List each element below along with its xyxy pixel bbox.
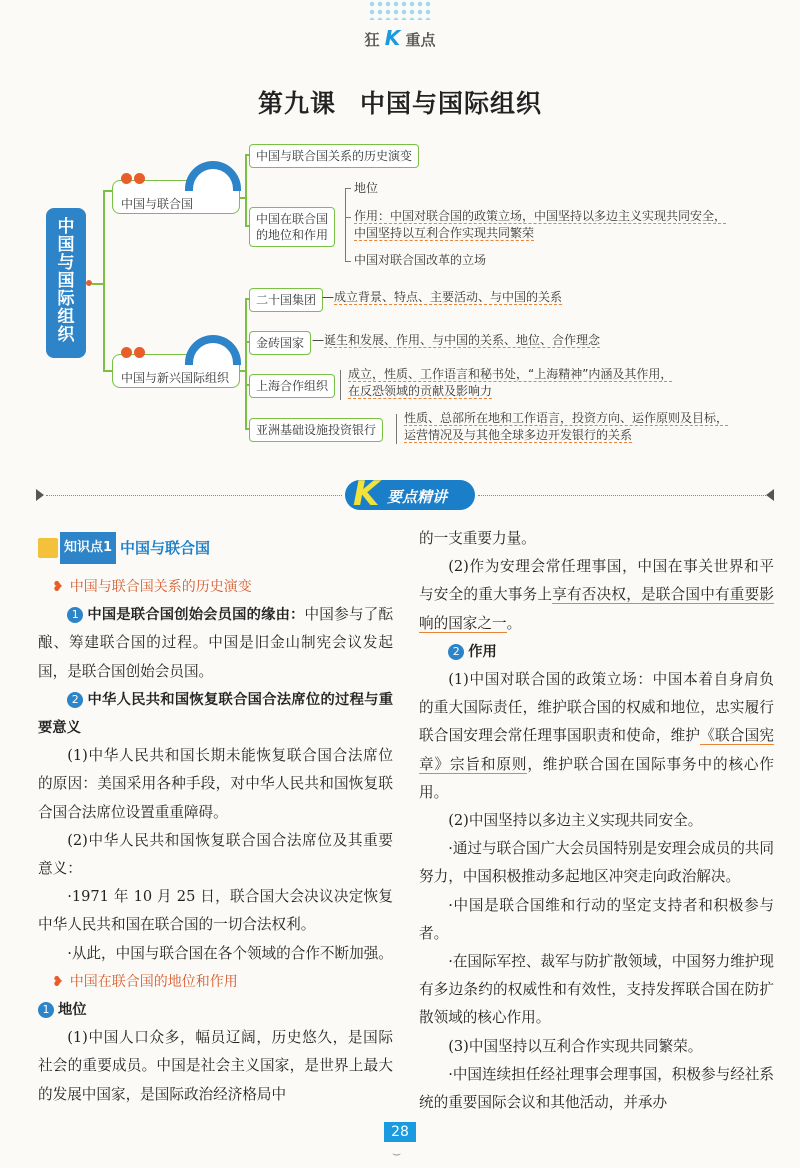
sub-heading: ❥ 中国在联合国的地位和作用 [38, 968, 393, 996]
mindmap-root: 中 国 与 国 际 组 织 [46, 208, 86, 358]
paragraph: ·在国际军控、裁军与防扩散领域，中国努力维护现有多边条约的权威性和有效性，支持发挥联合国在防扩散领域的核心作用。 [419, 953, 774, 1027]
node-brics: 金砖国家 [249, 331, 311, 355]
gauge-icon [185, 335, 241, 365]
badge-icon [121, 347, 147, 359]
paragraph: 1 地位 [38, 996, 393, 1024]
arrow-left-icon [36, 489, 44, 501]
leaf-aiib: 性质、总部所在地和工作语言，投资方向、运作原则及目标， 运营情况及与其他全球多边开发银行的关系 [404, 411, 729, 442]
badge-icon [121, 173, 147, 185]
paragraph: 2 作用 [419, 638, 774, 666]
connector-line [103, 370, 112, 372]
paragraph: (1)中国人口众多，幅员辽阔，历史悠久，是国际社会的重要成员。中国是社会主义国家，是世界上最大的发展中国家，是国际政治经济格局中 [38, 1029, 393, 1103]
paragraph: ·1971 年 10 月 25 日，联合国大会决议决定恢复中华人民共和国在联合国的一切合法权利。 [38, 888, 393, 934]
node-g20: 二十国集团 [249, 288, 323, 312]
paragraph: (1)中国对联合国的政策立场：中国本着自身肩负的重大国际责任，维护联合国的权威和地位，忠实履行联合国安理会常任理事国职责和使命，维护《联合国宪章》宗旨和原则，维护联合国在国际事务中的核心作用。 [419, 671, 774, 801]
leaf-status: 地位 [354, 181, 379, 195]
leaf-sco: 成立，性质、工作语言和秘书处，“上海精神”内涵及其作用， 在反恐领域的贡献及影响力 [348, 367, 673, 398]
connector-line [103, 190, 112, 192]
page-title: 第九课 中国与国际组织 [257, 89, 543, 118]
gauge-icon [185, 161, 241, 191]
connector-line [103, 190, 105, 370]
divider [46, 495, 342, 496]
leaf-brics: —诞生和发展、作用、与中国的关系、地位、合作理念 [312, 333, 601, 347]
knowledge-point-heading: 知识点1 中国与联合国 [38, 535, 393, 561]
paragraph: (2)中国坚持以多边主义实现共同安全。 [448, 812, 703, 830]
left-column [38, 525, 393, 1109]
node-sco: 上海合作组织 [249, 374, 335, 398]
bird-icon: ⌣ [392, 1146, 402, 1162]
brand-text: 狂 K 重点 [364, 26, 436, 50]
connector-line [245, 298, 247, 428]
paragraph: (2)作为安理会常任理事国，中国在事关世界和平与安全的重大事务上享有否决权，是联合国中有重要影响的国家之一。 [419, 558, 774, 632]
right-column [419, 525, 774, 1117]
page-number: 28 [384, 1122, 416, 1142]
node-aiib: 亚洲基础设施投资银行 [249, 418, 383, 442]
book-icon [38, 538, 58, 558]
leaf-role: 作用：中国对联合国的政策立场，中国坚持以多边主义实现共同安全， 中国坚持以互利合作实现共同繁荣 [354, 209, 727, 240]
brand-logo [350, 0, 450, 52]
paragraph: ·从此，中国与联合国在各个领域的合作不断加强。 [67, 944, 393, 962]
paragraph: 的一支重要力量。 [419, 530, 536, 547]
paragraph: ·通过与联合国广大会员国特别是安理会成员的共同努力，中国积极推动多起地区冲突走向政治解决。 [419, 840, 774, 886]
paragraph: ·中国连续担任经社理事会理事国，积极参与经社系统的重要国际会议和其他活动，并承办 [419, 1065, 774, 1112]
arrow-right-icon [766, 489, 774, 501]
dot-pattern [368, 0, 432, 20]
connector-line [245, 154, 247, 226]
section-banner: K 要点精讲 [345, 480, 475, 510]
paragraph: 2 中华人民共和国恢复联合国合法席位的过程与重要意义 [38, 691, 393, 737]
divider [478, 495, 768, 496]
sub-heading: ❥ 中国与联合国关系的历史演变 [38, 573, 393, 601]
leaf-reform: 中国对联合国改革的立场 [354, 253, 487, 267]
leaf-g20: —成立背景、特点、主要活动、与中国的关系 [322, 290, 563, 304]
paragraph: 1 中国是联合国创始会员国的缘由：中国参与了酝酿、筹建联合国的过程。中国是旧金山制宪会议发起国，是联合国创始会员国。 [38, 606, 393, 680]
paragraph: (2)中华人民共和国恢复联合国合法席位及其重要意义： [38, 831, 393, 878]
paragraph: (1)中华人民共和国长期未能恢复联合国合法席位的原因：美国采用各种手段，对中华人民共和国恢复联合国合法席位设置重重障碍。 [38, 747, 393, 821]
node-history: 中国与联合国关系的历史演变 [249, 144, 419, 168]
paragraph: (3)中国坚持以互利合作实现共同繁荣。 [448, 1037, 703, 1055]
mindmap-branch-un: 中国与联合国 [112, 180, 240, 214]
mindmap-branch-emerging: 中国与新兴国际组织 [112, 354, 240, 388]
node-position: 中国在联合国 的地位和作用 [249, 207, 335, 247]
paragraph: ·中国是联合国维和行动的坚定支持者和积极参与者。 [419, 896, 774, 942]
bracket [345, 188, 346, 262]
